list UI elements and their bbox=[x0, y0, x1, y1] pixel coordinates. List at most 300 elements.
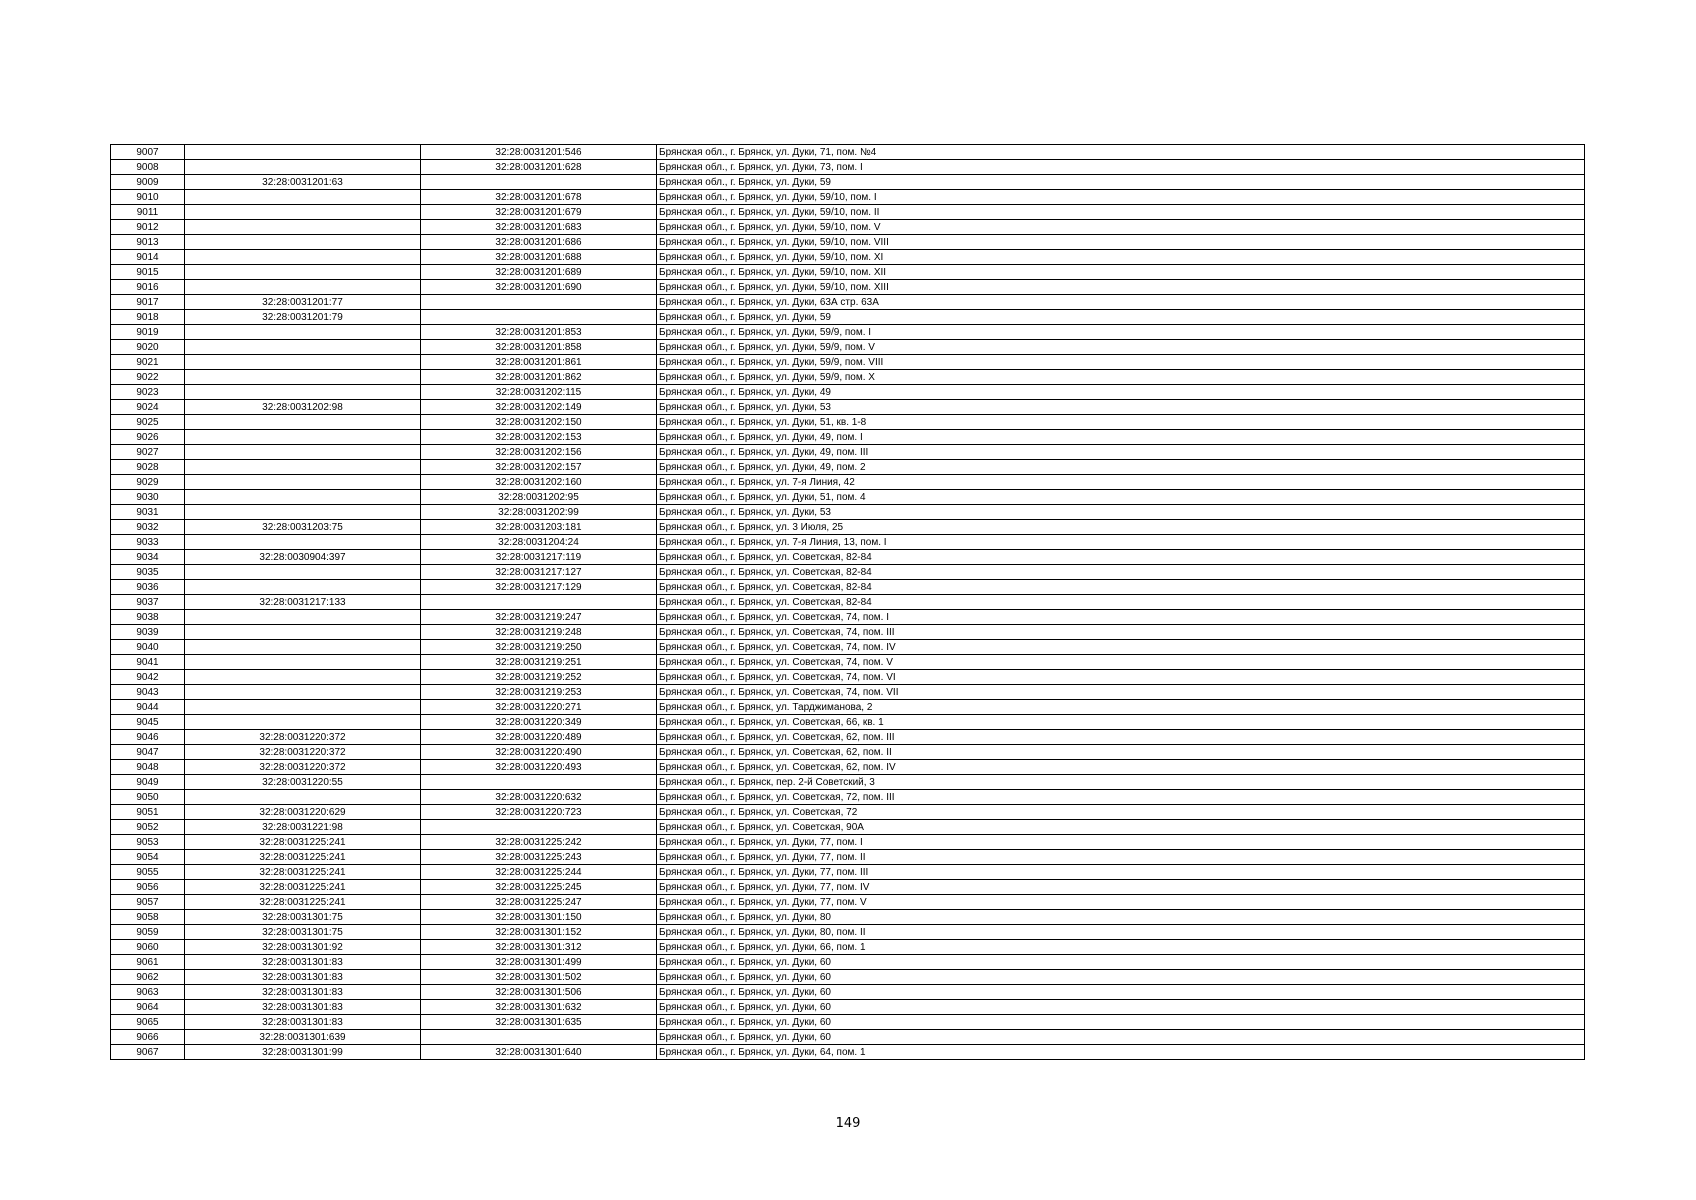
address-cell: Брянская обл., г. Брянск, ул. Советская, 82-84 bbox=[657, 565, 1585, 580]
object-cadastral-number-cell: 32:28:0031219:253 bbox=[421, 685, 657, 700]
object-cadastral-number-cell: 32:28:0031201:678 bbox=[421, 190, 657, 205]
row-number-cell: 9054 bbox=[111, 850, 185, 865]
land-cadastral-number-cell bbox=[185, 445, 421, 460]
land-cadastral-number-cell: 32:28:0031301:75 bbox=[185, 925, 421, 940]
address-cell: Брянская обл., г. Брянск, ул. Советская, 82-84 bbox=[657, 595, 1585, 610]
address-cell: Брянская обл., г. Брянск, ул. Дуки, 49, пом. I bbox=[657, 430, 1585, 445]
row-number-cell: 9050 bbox=[111, 790, 185, 805]
land-cadastral-number-cell: 32:28:0031225:241 bbox=[185, 880, 421, 895]
address-cell: Брянская обл., г. Брянск, ул. Советская, 72 bbox=[657, 805, 1585, 820]
table-row bbox=[111, 535, 1585, 550]
row-number-cell: 9019 bbox=[111, 325, 185, 340]
table-row bbox=[111, 700, 1585, 715]
address-cell: Брянская обл., г. Брянск, ул. Дуки, 63А стр. 63А bbox=[657, 295, 1585, 310]
table-row bbox=[111, 175, 1585, 190]
object-cadastral-number-cell: 32:28:0031220:490 bbox=[421, 745, 657, 760]
land-cadastral-number-cell bbox=[185, 355, 421, 370]
object-cadastral-number-cell: 32:28:0031201:690 bbox=[421, 280, 657, 295]
table-row bbox=[111, 370, 1585, 385]
address-cell: Брянская обл., г. Брянск, ул. Советская, 62, пом. II bbox=[657, 745, 1585, 760]
land-cadastral-number-cell bbox=[185, 460, 421, 475]
address-cell: Брянская обл., г. Брянск, ул. Дуки, 60 bbox=[657, 1030, 1585, 1045]
table-row bbox=[111, 280, 1585, 295]
table-row bbox=[111, 460, 1585, 475]
page-number: 149 bbox=[835, 1116, 861, 1131]
address-cell: Брянская обл., г. Брянск, ул. Дуки, 73, пом. I bbox=[657, 160, 1585, 175]
table-row bbox=[111, 310, 1585, 325]
row-number-cell: 9046 bbox=[111, 730, 185, 745]
table-row bbox=[111, 805, 1585, 820]
row-number-cell: 9047 bbox=[111, 745, 185, 760]
row-number-cell: 9062 bbox=[111, 970, 185, 985]
land-cadastral-number-cell: 32:28:0031301:83 bbox=[185, 1015, 421, 1030]
land-cadastral-number-cell bbox=[185, 160, 421, 175]
address-cell: Брянская обл., г. Брянск, ул. Дуки, 49, пом. 2 bbox=[657, 460, 1585, 475]
object-cadastral-number-cell: 32:28:0031201:862 bbox=[421, 370, 657, 385]
row-number-cell: 9063 bbox=[111, 985, 185, 1000]
object-cadastral-number-cell: 32:28:0031301:632 bbox=[421, 1000, 657, 1015]
address-cell: Брянская обл., г. Брянск, ул. Дуки, 59/10, пом. XI bbox=[657, 250, 1585, 265]
address-cell: Брянская обл., г. Брянск, ул. Дуки, 77, пом. V bbox=[657, 895, 1585, 910]
address-cell: Брянская обл., г. Брянск, ул. Советская, 82-84 bbox=[657, 550, 1585, 565]
row-number-cell: 9028 bbox=[111, 460, 185, 475]
row-number-cell: 9036 bbox=[111, 580, 185, 595]
table-row bbox=[111, 790, 1585, 805]
row-number-cell: 9048 bbox=[111, 760, 185, 775]
object-cadastral-number-cell: 32:28:0031301:152 bbox=[421, 925, 657, 940]
object-cadastral-number-cell: 32:28:0031219:248 bbox=[421, 625, 657, 640]
address-cell: Брянская обл., г. Брянск, ул. Советская, 74, пом. I bbox=[657, 610, 1585, 625]
table-row bbox=[111, 325, 1585, 340]
property-table bbox=[110, 144, 1585, 1060]
land-cadastral-number-cell bbox=[185, 205, 421, 220]
address-cell: Брянская обл., г. Брянск, ул. Дуки, 59/9, пом. V bbox=[657, 340, 1585, 355]
row-number-cell: 9013 bbox=[111, 235, 185, 250]
object-cadastral-number-cell: 32:28:0031219:250 bbox=[421, 640, 657, 655]
table-row bbox=[111, 250, 1585, 265]
row-number-cell: 9040 bbox=[111, 640, 185, 655]
object-cadastral-number-cell: 32:28:0031202:157 bbox=[421, 460, 657, 475]
row-number-cell: 9018 bbox=[111, 310, 185, 325]
object-cadastral-number-cell: 32:28:0031301:506 bbox=[421, 985, 657, 1000]
table-row bbox=[111, 550, 1585, 565]
object-cadastral-number-cell: 32:28:0031217:129 bbox=[421, 580, 657, 595]
table-row bbox=[111, 955, 1585, 970]
table-row bbox=[111, 850, 1585, 865]
table-row bbox=[111, 760, 1585, 775]
land-cadastral-number-cell bbox=[185, 325, 421, 340]
object-cadastral-number-cell: 32:28:0031202:153 bbox=[421, 430, 657, 445]
object-cadastral-number-cell: 32:28:0031202:115 bbox=[421, 385, 657, 400]
table-row bbox=[111, 205, 1585, 220]
table-row bbox=[111, 490, 1585, 505]
land-cadastral-number-cell bbox=[185, 565, 421, 580]
row-number-cell: 9032 bbox=[111, 520, 185, 535]
table-row bbox=[111, 1030, 1585, 1045]
address-cell: Брянская обл., г. Брянск, ул. Советская, 62, пом. IV bbox=[657, 760, 1585, 775]
object-cadastral-number-cell: 32:28:0031301:150 bbox=[421, 910, 657, 925]
land-cadastral-number-cell: 32:28:0031225:241 bbox=[185, 865, 421, 880]
address-cell: Брянская обл., г. Брянск, ул. Дуки, 77, пом. I bbox=[657, 835, 1585, 850]
object-cadastral-number-cell: 32:28:0031220:271 bbox=[421, 700, 657, 715]
address-cell: Брянская обл., г. Брянск, ул. Советская, 74, пом. IV bbox=[657, 640, 1585, 655]
object-cadastral-number-cell: 32:28:0031202:95 bbox=[421, 490, 657, 505]
land-cadastral-number-cell bbox=[185, 430, 421, 445]
row-number-cell: 9058 bbox=[111, 910, 185, 925]
row-number-cell: 9064 bbox=[111, 1000, 185, 1015]
row-number-cell: 9042 bbox=[111, 670, 185, 685]
land-cadastral-number-cell bbox=[185, 535, 421, 550]
row-number-cell: 9007 bbox=[111, 145, 185, 160]
row-number-cell: 9060 bbox=[111, 940, 185, 955]
object-cadastral-number-cell: 32:28:0031220:493 bbox=[421, 760, 657, 775]
table-row bbox=[111, 1045, 1585, 1060]
table-row bbox=[111, 505, 1585, 520]
row-number-cell: 9049 bbox=[111, 775, 185, 790]
address-cell: Брянская обл., г. Брянск, ул. Тарджиманова, 2 bbox=[657, 700, 1585, 715]
row-number-cell: 9012 bbox=[111, 220, 185, 235]
land-cadastral-number-cell: 32:28:0031225:241 bbox=[185, 850, 421, 865]
land-cadastral-number-cell bbox=[185, 640, 421, 655]
object-cadastral-number-cell: 32:28:0031225:243 bbox=[421, 850, 657, 865]
row-number-cell: 9059 bbox=[111, 925, 185, 940]
land-cadastral-number-cell bbox=[185, 265, 421, 280]
land-cadastral-number-cell: 32:28:0031220:372 bbox=[185, 760, 421, 775]
address-cell: Брянская обл., г. Брянск, ул. Дуки, 59/9, пом. I bbox=[657, 325, 1585, 340]
address-cell: Брянская обл., г. Брянск, ул. Дуки, 53 bbox=[657, 400, 1585, 415]
table-row bbox=[111, 925, 1585, 940]
table-row bbox=[111, 640, 1585, 655]
table-row bbox=[111, 880, 1585, 895]
land-cadastral-number-cell bbox=[185, 715, 421, 730]
object-cadastral-number-cell: 32:28:0031202:160 bbox=[421, 475, 657, 490]
address-cell: Брянская обл., г. Брянск, ул. Дуки, 80 bbox=[657, 910, 1585, 925]
row-number-cell: 9044 bbox=[111, 700, 185, 715]
row-number-cell: 9027 bbox=[111, 445, 185, 460]
land-cadastral-number-cell: 32:28:0031301:75 bbox=[185, 910, 421, 925]
land-cadastral-number-cell: 32:28:0030904:397 bbox=[185, 550, 421, 565]
row-number-cell: 9038 bbox=[111, 610, 185, 625]
land-cadastral-number-cell: 32:28:0031301:83 bbox=[185, 1000, 421, 1015]
land-cadastral-number-cell bbox=[185, 670, 421, 685]
land-cadastral-number-cell: 32:28:0031201:79 bbox=[185, 310, 421, 325]
land-cadastral-number-cell bbox=[185, 610, 421, 625]
row-number-cell: 9026 bbox=[111, 430, 185, 445]
table-row bbox=[111, 520, 1585, 535]
object-cadastral-number-cell: 32:28:0031217:127 bbox=[421, 565, 657, 580]
table-row bbox=[111, 625, 1585, 640]
land-cadastral-number-cell: 32:28:0031301:639 bbox=[185, 1030, 421, 1045]
table-row bbox=[111, 655, 1585, 670]
table-row bbox=[111, 895, 1585, 910]
table-row bbox=[111, 745, 1585, 760]
object-cadastral-number-cell: 32:28:0031201:858 bbox=[421, 340, 657, 355]
row-number-cell: 9021 bbox=[111, 355, 185, 370]
row-number-cell: 9061 bbox=[111, 955, 185, 970]
object-cadastral-number-cell: 32:28:0031202:149 bbox=[421, 400, 657, 415]
table-row bbox=[111, 580, 1585, 595]
object-cadastral-number-cell: 32:28:0031201:628 bbox=[421, 160, 657, 175]
address-cell: Брянская обл., г. Брянск, ул. Дуки, 80, пом. II bbox=[657, 925, 1585, 940]
land-cadastral-number-cell: 32:28:0031220:55 bbox=[185, 775, 421, 790]
address-cell: Брянская обл., г. Брянск, ул. Дуки, 49, пом. III bbox=[657, 445, 1585, 460]
row-number-cell: 9015 bbox=[111, 265, 185, 280]
table-row bbox=[111, 145, 1585, 160]
address-cell: Брянская обл., г. Брянск, ул. 7-я Линия, 42 bbox=[657, 475, 1585, 490]
land-cadastral-number-cell: 32:28:0031220:372 bbox=[185, 745, 421, 760]
row-number-cell: 9025 bbox=[111, 415, 185, 430]
row-number-cell: 9016 bbox=[111, 280, 185, 295]
object-cadastral-number-cell bbox=[421, 310, 657, 325]
object-cadastral-number-cell: 32:28:0031202:150 bbox=[421, 415, 657, 430]
row-number-cell: 9017 bbox=[111, 295, 185, 310]
land-cadastral-number-cell bbox=[185, 475, 421, 490]
land-cadastral-number-cell bbox=[185, 625, 421, 640]
object-cadastral-number-cell: 32:28:0031201:861 bbox=[421, 355, 657, 370]
row-number-cell: 9035 bbox=[111, 565, 185, 580]
land-cadastral-number-cell: 32:28:0031301:83 bbox=[185, 955, 421, 970]
address-cell: Брянская обл., г. Брянск, ул. Дуки, 64, пом. 1 bbox=[657, 1045, 1585, 1060]
row-number-cell: 9009 bbox=[111, 175, 185, 190]
table-row bbox=[111, 970, 1585, 985]
address-cell: Брянская обл., г. Брянск, ул. Советская, 72, пом. III bbox=[657, 790, 1585, 805]
land-cadastral-number-cell: 32:28:0031301:83 bbox=[185, 970, 421, 985]
row-number-cell: 9053 bbox=[111, 835, 185, 850]
object-cadastral-number-cell bbox=[421, 1030, 657, 1045]
table-row bbox=[111, 595, 1585, 610]
object-cadastral-number-cell: 32:28:0031201:679 bbox=[421, 205, 657, 220]
table-row bbox=[111, 1000, 1585, 1015]
row-number-cell: 9045 bbox=[111, 715, 185, 730]
address-cell: Брянская обл., г. Брянск, ул. Советская, 82-84 bbox=[657, 580, 1585, 595]
address-cell: Брянская обл., г. Брянск, ул. Дуки, 60 bbox=[657, 955, 1585, 970]
object-cadastral-number-cell: 32:28:0031219:251 bbox=[421, 655, 657, 670]
land-cadastral-number-cell bbox=[185, 580, 421, 595]
object-cadastral-number-cell bbox=[421, 775, 657, 790]
land-cadastral-number-cell bbox=[185, 280, 421, 295]
table-row bbox=[111, 400, 1585, 415]
row-number-cell: 9052 bbox=[111, 820, 185, 835]
address-cell: Брянская обл., г. Брянск, ул. Дуки, 59/9, пом. X bbox=[657, 370, 1585, 385]
row-number-cell: 9022 bbox=[111, 370, 185, 385]
table-row bbox=[111, 985, 1585, 1000]
object-cadastral-number-cell: 32:28:0031201:689 bbox=[421, 265, 657, 280]
table-row bbox=[111, 340, 1585, 355]
address-cell: Брянская обл., г. Брянск, ул. Советская, 66, кв. 1 bbox=[657, 715, 1585, 730]
land-cadastral-number-cell bbox=[185, 490, 421, 505]
address-cell: Брянская обл., г. Брянск, ул. Дуки, 59 bbox=[657, 175, 1585, 190]
object-cadastral-number-cell bbox=[421, 295, 657, 310]
row-number-cell: 9023 bbox=[111, 385, 185, 400]
row-number-cell: 9039 bbox=[111, 625, 185, 640]
land-cadastral-number-cell: 32:28:0031221:98 bbox=[185, 820, 421, 835]
row-number-cell: 9043 bbox=[111, 685, 185, 700]
object-cadastral-number-cell bbox=[421, 820, 657, 835]
address-cell: Брянская обл., г. Брянск, ул. Дуки, 77, пом. II bbox=[657, 850, 1585, 865]
land-cadastral-number-cell: 32:28:0031201:77 bbox=[185, 295, 421, 310]
row-number-cell: 9037 bbox=[111, 595, 185, 610]
land-cadastral-number-cell: 32:28:0031201:63 bbox=[185, 175, 421, 190]
land-cadastral-number-cell bbox=[185, 505, 421, 520]
table-row bbox=[111, 565, 1585, 580]
address-cell: Брянская обл., г. Брянск, ул. Советская, 90А bbox=[657, 820, 1585, 835]
object-cadastral-number-cell: 32:28:0031301:635 bbox=[421, 1015, 657, 1030]
object-cadastral-number-cell: 32:28:0031201:686 bbox=[421, 235, 657, 250]
table-row bbox=[111, 355, 1585, 370]
object-cadastral-number-cell: 32:28:0031201:683 bbox=[421, 220, 657, 235]
address-cell: Брянская обл., г. Брянск, ул. Дуки, 60 bbox=[657, 985, 1585, 1000]
address-cell: Брянская обл., г. Брянск, пер. 2-й Советский, 3 bbox=[657, 775, 1585, 790]
land-cadastral-number-cell: 32:28:0031220:629 bbox=[185, 805, 421, 820]
row-number-cell: 9008 bbox=[111, 160, 185, 175]
table-row bbox=[111, 940, 1585, 955]
row-number-cell: 9056 bbox=[111, 880, 185, 895]
object-cadastral-number-cell: 32:28:0031201:688 bbox=[421, 250, 657, 265]
land-cadastral-number-cell bbox=[185, 655, 421, 670]
land-cadastral-number-cell bbox=[185, 220, 421, 235]
object-cadastral-number-cell: 32:28:0031201:853 bbox=[421, 325, 657, 340]
row-number-cell: 9011 bbox=[111, 205, 185, 220]
address-cell: Брянская обл., г. Брянск, ул. Дуки, 51, пом. 4 bbox=[657, 490, 1585, 505]
table-row bbox=[111, 610, 1585, 625]
table-row bbox=[111, 775, 1585, 790]
address-cell: Брянская обл., г. Брянск, ул. Дуки, 71, пом. №4 bbox=[657, 145, 1585, 160]
table-row bbox=[111, 670, 1585, 685]
object-cadastral-number-cell: 32:28:0031203:181 bbox=[421, 520, 657, 535]
object-cadastral-number-cell: 32:28:0031301:502 bbox=[421, 970, 657, 985]
address-cell: Брянская обл., г. Брянск, ул. Дуки, 77, пом. III bbox=[657, 865, 1585, 880]
row-number-cell: 9041 bbox=[111, 655, 185, 670]
address-cell: Брянская обл., г. Брянск, ул. Дуки, 77, пом. IV bbox=[657, 880, 1585, 895]
land-cadastral-number-cell: 32:28:0031301:92 bbox=[185, 940, 421, 955]
table-row bbox=[111, 445, 1585, 460]
address-cell: Брянская обл., г. Брянск, ул. Дуки, 60 bbox=[657, 970, 1585, 985]
table-row bbox=[111, 160, 1585, 175]
land-cadastral-number-cell bbox=[185, 235, 421, 250]
object-cadastral-number-cell: 32:28:0031220:489 bbox=[421, 730, 657, 745]
row-number-cell: 9024 bbox=[111, 400, 185, 415]
land-cadastral-number-cell bbox=[185, 190, 421, 205]
table-row bbox=[111, 685, 1585, 700]
land-cadastral-number-cell bbox=[185, 790, 421, 805]
address-cell: Брянская обл., г. Брянск, ул. Дуки, 59/10, пом. V bbox=[657, 220, 1585, 235]
table-row bbox=[111, 910, 1585, 925]
property-table-body bbox=[111, 145, 1585, 1060]
object-cadastral-number-cell: 32:28:0031202:99 bbox=[421, 505, 657, 520]
table-row bbox=[111, 220, 1585, 235]
object-cadastral-number-cell bbox=[421, 595, 657, 610]
land-cadastral-number-cell bbox=[185, 370, 421, 385]
object-cadastral-number-cell: 32:28:0031225:244 bbox=[421, 865, 657, 880]
land-cadastral-number-cell: 32:28:0031301:99 bbox=[185, 1045, 421, 1060]
row-number-cell: 9067 bbox=[111, 1045, 185, 1060]
address-cell: Брянская обл., г. Брянск, ул. Дуки, 60 bbox=[657, 1000, 1585, 1015]
address-cell: Брянская обл., г. Брянск, ул. Дуки, 51, кв. 1-8 bbox=[657, 415, 1585, 430]
row-number-cell: 9057 bbox=[111, 895, 185, 910]
address-cell: Брянская обл., г. Брянск, ул. 3 Июля, 25 bbox=[657, 520, 1585, 535]
land-cadastral-number-cell: 32:28:0031203:75 bbox=[185, 520, 421, 535]
row-number-cell: 9031 bbox=[111, 505, 185, 520]
object-cadastral-number-cell bbox=[421, 175, 657, 190]
object-cadastral-number-cell: 32:28:0031301:312 bbox=[421, 940, 657, 955]
land-cadastral-number-cell bbox=[185, 385, 421, 400]
address-cell: Брянская обл., г. Брянск, ул. Дуки, 59/10, пом. XIII bbox=[657, 280, 1585, 295]
address-cell: Брянская обл., г. Брянск, ул. Дуки, 59/10, пом. XII bbox=[657, 265, 1585, 280]
row-number-cell: 9066 bbox=[111, 1030, 185, 1045]
address-cell: Брянская обл., г. Брянск, ул. Советская, 62, пом. III bbox=[657, 730, 1585, 745]
land-cadastral-number-cell bbox=[185, 340, 421, 355]
object-cadastral-number-cell: 32:28:0031301:640 bbox=[421, 1045, 657, 1060]
row-number-cell: 9014 bbox=[111, 250, 185, 265]
object-cadastral-number-cell: 32:28:0031220:349 bbox=[421, 715, 657, 730]
object-cadastral-number-cell: 32:28:0031219:247 bbox=[421, 610, 657, 625]
object-cadastral-number-cell: 32:28:0031219:252 bbox=[421, 670, 657, 685]
land-cadastral-number-cell bbox=[185, 700, 421, 715]
object-cadastral-number-cell: 32:28:0031202:156 bbox=[421, 445, 657, 460]
table-row bbox=[111, 295, 1585, 310]
address-cell: Брянская обл., г. Брянск, ул. Дуки, 59 bbox=[657, 310, 1585, 325]
row-number-cell: 9020 bbox=[111, 340, 185, 355]
row-number-cell: 9033 bbox=[111, 535, 185, 550]
table-row bbox=[111, 1015, 1585, 1030]
table-row bbox=[111, 430, 1585, 445]
row-number-cell: 9055 bbox=[111, 865, 185, 880]
table-row bbox=[111, 865, 1585, 880]
address-cell: Брянская обл., г. Брянск, ул. Дуки, 49 bbox=[657, 385, 1585, 400]
table-row bbox=[111, 730, 1585, 745]
address-cell: Брянская обл., г. Брянск, ул. Дуки, 66, пом. 1 bbox=[657, 940, 1585, 955]
land-cadastral-number-cell bbox=[185, 145, 421, 160]
address-cell: Брянская обл., г. Брянск, ул. Советская, 74, пом. V bbox=[657, 655, 1585, 670]
row-number-cell: 9034 bbox=[111, 550, 185, 565]
table-row bbox=[111, 265, 1585, 280]
land-cadastral-number-cell: 32:28:0031225:241 bbox=[185, 895, 421, 910]
object-cadastral-number-cell: 32:28:0031225:245 bbox=[421, 880, 657, 895]
address-cell: Брянская обл., г. Брянск, ул. Советская, 74, пом. VII bbox=[657, 685, 1585, 700]
address-cell: Брянская обл., г. Брянск, ул. Советская, 74, пом. VI bbox=[657, 670, 1585, 685]
address-cell: Брянская обл., г. Брянск, ул. Дуки, 59/9, пом. VIII bbox=[657, 355, 1585, 370]
table-row bbox=[111, 715, 1585, 730]
address-cell: Брянская обл., г. Брянск, ул. Дуки, 60 bbox=[657, 1015, 1585, 1030]
row-number-cell: 9030 bbox=[111, 490, 185, 505]
table-row bbox=[111, 820, 1585, 835]
object-cadastral-number-cell: 32:28:0031225:247 bbox=[421, 895, 657, 910]
object-cadastral-number-cell: 32:28:0031301:499 bbox=[421, 955, 657, 970]
table-row bbox=[111, 235, 1585, 250]
object-cadastral-number-cell: 32:28:0031220:723 bbox=[421, 805, 657, 820]
table-row bbox=[111, 385, 1585, 400]
land-cadastral-number-cell: 32:28:0031220:372 bbox=[185, 730, 421, 745]
address-cell: Брянская обл., г. Брянск, ул. 7-я Линия, 13, пом. I bbox=[657, 535, 1585, 550]
row-number-cell: 9010 bbox=[111, 190, 185, 205]
object-cadastral-number-cell: 32:28:0031220:632 bbox=[421, 790, 657, 805]
table-row bbox=[111, 475, 1585, 490]
land-cadastral-number-cell bbox=[185, 685, 421, 700]
address-cell: Брянская обл., г. Брянск, ул. Советская, 74, пом. III bbox=[657, 625, 1585, 640]
address-cell: Брянская обл., г. Брянск, ул. Дуки, 59/10, пом. VIII bbox=[657, 235, 1585, 250]
land-cadastral-number-cell: 32:28:0031301:83 bbox=[185, 985, 421, 1000]
table-row bbox=[111, 835, 1585, 850]
object-cadastral-number-cell: 32:28:0031204:24 bbox=[421, 535, 657, 550]
land-cadastral-number-cell bbox=[185, 415, 421, 430]
table-row bbox=[111, 190, 1585, 205]
land-cadastral-number-cell bbox=[185, 250, 421, 265]
land-cadastral-number-cell: 32:28:0031217:133 bbox=[185, 595, 421, 610]
land-cadastral-number-cell: 32:28:0031202:98 bbox=[185, 400, 421, 415]
table-row bbox=[111, 415, 1585, 430]
row-number-cell: 9051 bbox=[111, 805, 185, 820]
object-cadastral-number-cell: 32:28:0031217:119 bbox=[421, 550, 657, 565]
